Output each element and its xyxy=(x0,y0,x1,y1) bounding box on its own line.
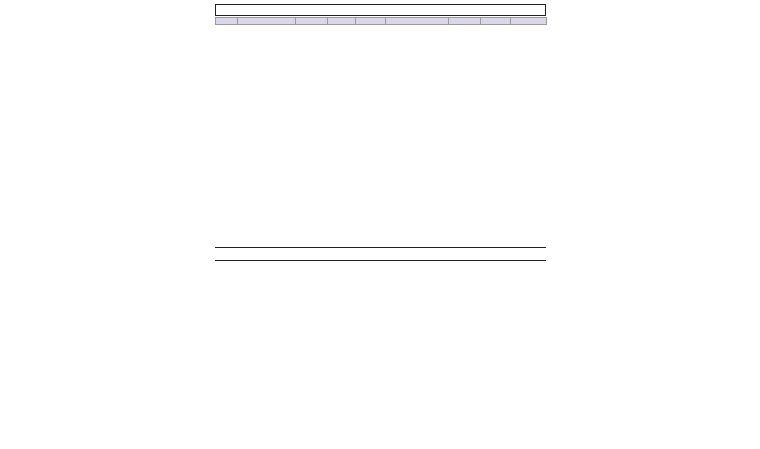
header-fpct xyxy=(511,18,547,25)
bar-chart-svg xyxy=(215,263,546,360)
summary-header-row xyxy=(216,18,547,25)
report-title xyxy=(215,4,546,16)
header-fprice xyxy=(449,18,481,25)
header-change xyxy=(328,18,356,25)
summary-table xyxy=(215,17,547,25)
sector-bar-chart xyxy=(215,263,546,360)
header-fchange xyxy=(481,18,511,25)
header-foreign xyxy=(386,18,449,25)
header-pct xyxy=(356,18,386,25)
header-price xyxy=(296,18,328,25)
header-index xyxy=(238,18,296,25)
report-sheet xyxy=(215,4,546,446)
section-title xyxy=(215,247,546,261)
